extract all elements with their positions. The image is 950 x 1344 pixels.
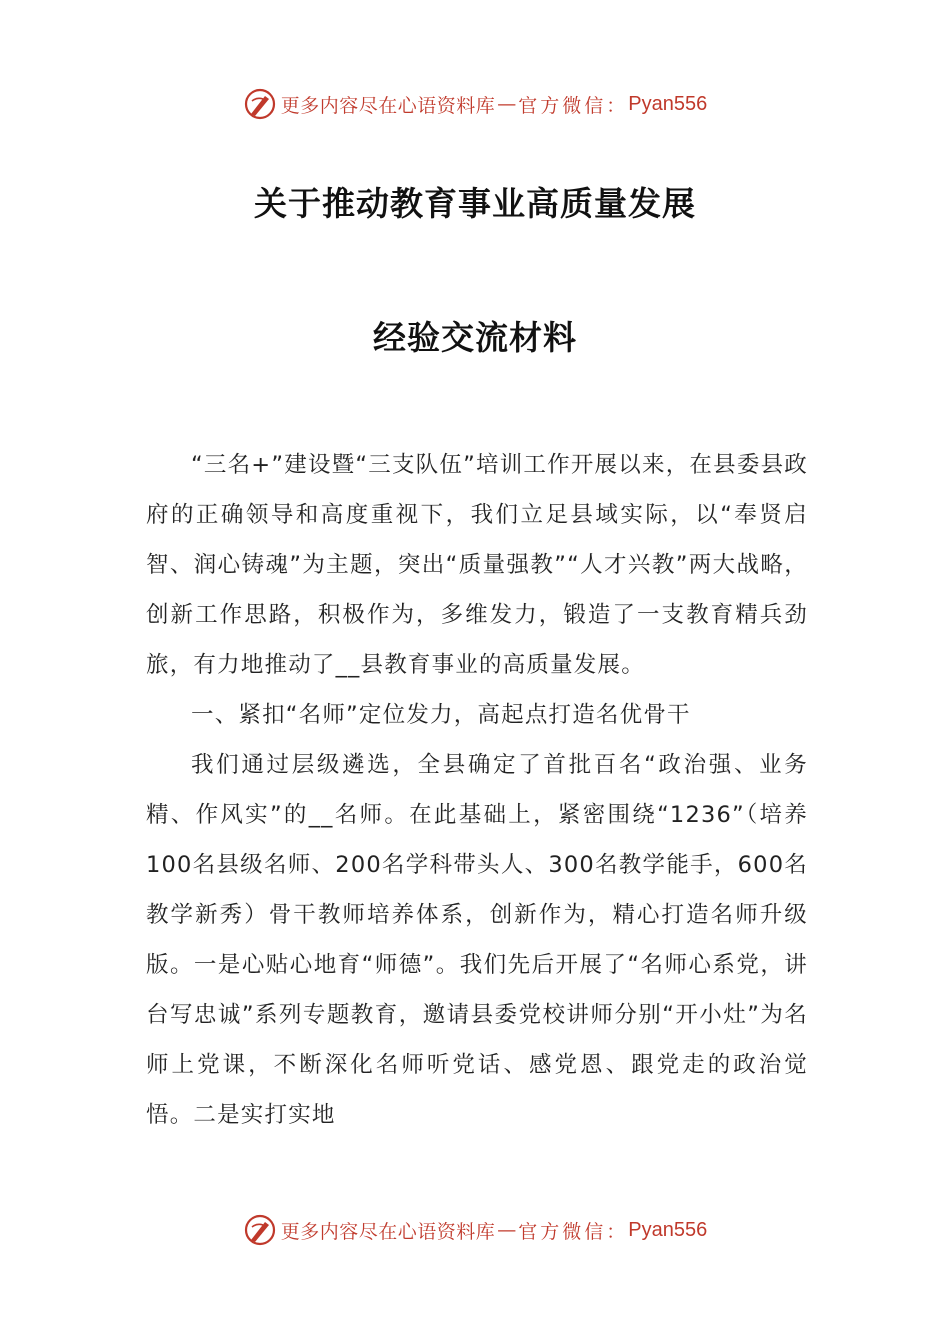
document-title-line2: 经验交流材料 bbox=[373, 318, 577, 357]
watermark-wechat-label: 官方微信： bbox=[518, 1220, 629, 1243]
watermark-separator: — bbox=[497, 1219, 517, 1241]
document-body bbox=[146, 440, 808, 1140]
document-title-line1: 关于推动教育事业高质量发展 bbox=[254, 184, 696, 223]
pen-logo-icon bbox=[243, 87, 277, 121]
watermark-wechat-id: Pyan556 bbox=[628, 92, 708, 115]
section-heading: 一、紧扣“名师”定位发力，高起点打造名优骨干 bbox=[191, 702, 691, 728]
watermark-wechat-label: 官方微信： bbox=[518, 94, 629, 117]
paragraph-intro: “三名+”建设暨“三支队伍”培训工作开展以来，在县委县政府的正确领导和高度重视下，我们立足县域实际，以“奉贤启智、润心铸魂”为主题，突出“质量强教”“人才兴教”两大战略，创新工作思路，积极作为，多维发力，锻造了一支教育精兵劲旅，有力地推动了__县教育事业的高质量发展。 bbox=[146, 452, 808, 678]
paragraph-section-one: 我们通过层级遴选，全县确定了首批百名“政治强、业务精、作风实”的__名师。在此基础上，紧密围绕“1236”（培养100名县级名师、200名学科带头人、300名教学能手，600名教学新秀）骨干教师培养体系，创新作为，精心打造名师升级版。一是心贴心地育“师德”。我们先后开展了“名师心系党，讲台写忠诚”系列专题教育，邀请县委党校讲师分别“开小灶”为名师上党课，不断深化名师听党话、感党恩、跟党走的政治觉悟。二是实打实地 bbox=[146, 752, 808, 1128]
watermark-banner-top bbox=[0, 84, 950, 124]
watermark-wechat-id: Pyan556 bbox=[628, 1218, 708, 1241]
watermark-brand: 更多内容尽在心语资料库 bbox=[280, 94, 496, 117]
pen-logo-icon bbox=[243, 1213, 277, 1247]
watermark-brand: 更多内容尽在心语资料库 bbox=[280, 1220, 496, 1243]
watermark-separator: — bbox=[497, 93, 517, 115]
watermark-banner-bottom bbox=[0, 1210, 950, 1250]
